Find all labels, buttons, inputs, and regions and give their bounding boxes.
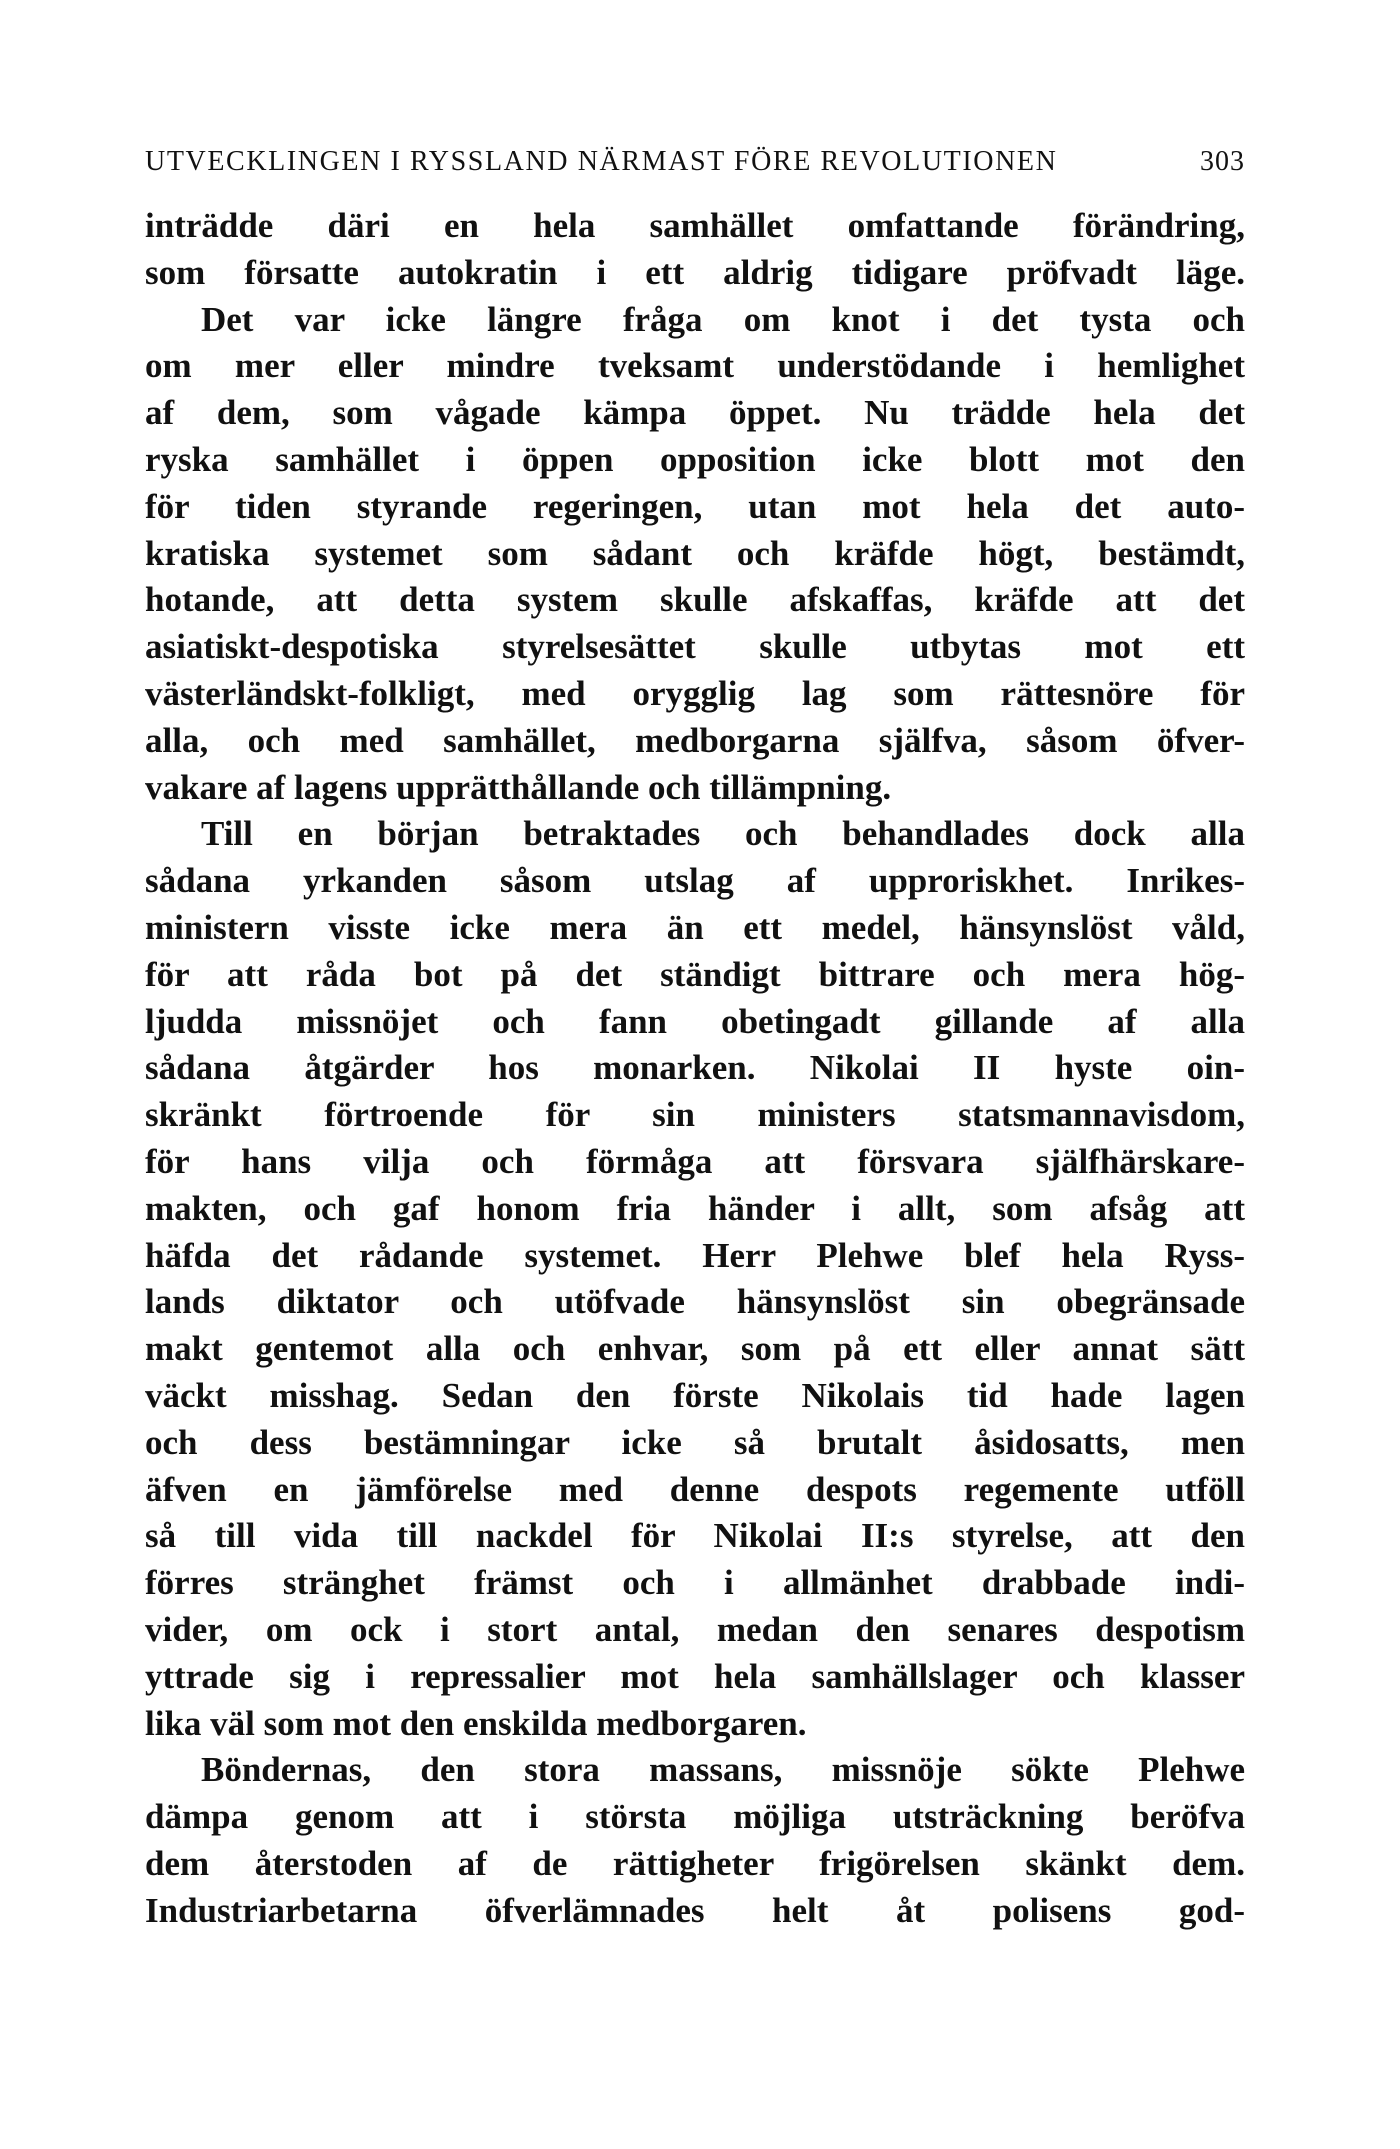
text-line: vider, om ock i stort antal, medan den senares despotism [145, 1609, 1245, 1649]
text-line: asiatiskt-despotiska styrelsesättet skulle utbytas mot ett [145, 627, 1245, 667]
text-line: Industriarbetarna öfverlämnades helt åt polisens god- [145, 1890, 1245, 1930]
text-line: makt gentemot alla och enhvar, som på ett eller annat sätt [145, 1329, 1245, 1369]
text-line: som försatte autokratin i ett aldrig tidigare pröfvadt läge. [145, 252, 1245, 292]
text-line: förres stränghet främst och i allmänhet drabbade indi- [145, 1563, 1245, 1603]
text-line: makten, och gaf honom fria händer i allt, som afsåg att [145, 1188, 1245, 1228]
text-line: dem återstoden af de rättigheter frigörelsen skänkt dem. [145, 1843, 1245, 1883]
text-line: för hans vilja och förmåga att försvara själfhärskare- [145, 1141, 1245, 1181]
text-line: häfda det rådande systemet. Herr Plehwe blef hela Ryss- [145, 1235, 1245, 1275]
text-line: af dem, som vågade kämpa öppet. Nu trädde hela det [145, 393, 1245, 433]
text-line: västerländskt-folkligt, med orygglig lag som rättesnöre för [145, 673, 1245, 713]
text-line: skränkt förtroende för sin ministers statsmannavisdom, [145, 1095, 1245, 1135]
body-text [145, 203, 1245, 1934]
text-line: för att råda bot på det ständigt bittrare och mera hög- [145, 954, 1245, 994]
text-line: Böndernas, den stora massans, missnöje sökte Plehwe [201, 1750, 1245, 1790]
text-line: yttrade sig i repressalier mot hela samhällslager och klasser [145, 1656, 1245, 1696]
text-line: dämpa genom att i största möjliga utsträckning beröfva [145, 1797, 1245, 1837]
text-line: om mer eller mindre tveksamt understödande i hemlighet [145, 346, 1245, 386]
text-line: vakare af lagens upprätthållande och tillämpning. [145, 767, 892, 807]
text-line: så till vida till nackdel för Nikolai II:s styrelse, att den [145, 1516, 1245, 1556]
text-line: sådana yrkanden såsom utslag af upproriskhet. Inrikes- [145, 861, 1245, 901]
text-line: lands diktator och utöfvade hänsynslöst sin obegränsade [145, 1282, 1245, 1322]
text-line: äfven en jämförelse med denne despots regemente utföll [145, 1469, 1245, 1509]
text-line: hotande, att detta system skulle afskaffas, kräfde att det [145, 580, 1245, 620]
text-line: sådana åtgärder hos monarken. Nikolai II hyste oin- [145, 1048, 1245, 1088]
text-line: för tiden styrande regeringen, utan mot hela det auto- [145, 486, 1245, 526]
text-line: alla, och med samhället, medborgarna själfva, såsom öfver- [145, 720, 1245, 760]
text-line: och dess bestämningar icke så brutalt åsidosatts, men [145, 1422, 1245, 1462]
text-line: lika väl som mot den enskilda medborgaren. [145, 1703, 807, 1743]
text-line: väckt misshag. Sedan den förste Nikolais tid hade lagen [145, 1375, 1245, 1415]
running-title: UTVECKLINGEN I RYSSLAND NÄRMAST FÖRE REVOLUTIONEN [145, 146, 1058, 177]
page-number: 303 [1200, 146, 1245, 177]
text-line: inträdde däri en hela samhället omfattande förändring, [145, 206, 1245, 245]
text-line: Till en början betraktades och behandlades dock alla [201, 814, 1245, 854]
text-line: ministern visste icke mera än ett medel, hänsynslöst våld, [145, 907, 1245, 947]
text-line: ryska samhället i öppen opposition icke blott mot den [145, 439, 1245, 479]
text-line: ljudda missnöjet och fann obetingadt gillande af alla [145, 1001, 1245, 1041]
text-line: Det var icke längre fråga om knot i det tysta och [201, 299, 1245, 339]
running-header [145, 142, 1245, 182]
text-line: kratiska systemet som sådant och kräfde högt, bestämdt, [145, 533, 1245, 573]
